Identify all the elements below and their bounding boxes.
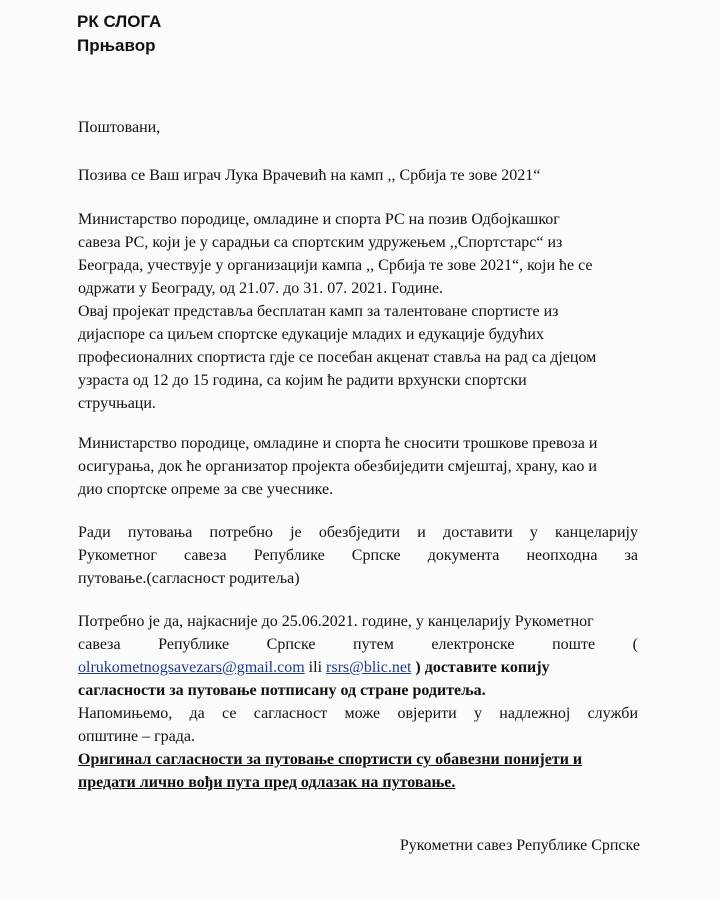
signature: Рукометни савез Републике Српске <box>399 837 640 854</box>
paragraph-line: дио спортске опреме за све учеснике. <box>78 481 334 498</box>
paragraph-line: стручњаци. <box>78 395 156 412</box>
paragraph-line: Рукометног савеза Републике Српске документа неопходна за <box>78 547 638 564</box>
submit-copy-text: ) доставите копију <box>411 659 550 676</box>
or-word: ili <box>304 659 327 676</box>
paragraph-line: Министарство породице, омладине и спорта РС на позив Одбојкашког <box>78 211 560 228</box>
consent-text: сагласности за путовање потписану од стране родитеља. <box>78 682 486 699</box>
paragraph-2 <box>78 432 638 501</box>
club-name: РК СЛОГА <box>77 12 162 31</box>
email-link-1[interactable]: olrukometnogsavezars@gmail.com <box>78 659 305 676</box>
paragraph-line: савеза РС, који је у сарадњи са спортским удружењем ,,Спортстарс“ из <box>78 234 563 251</box>
paragraph-line: Овај пројекат представља бесплатан камп за талентоване спортисте из <box>78 303 559 320</box>
invitation-text: Позива се Ваш играч Лука Врачевић на камп ,, Србија те зове 2021“ <box>78 167 541 184</box>
greeting-text: Поштовани, <box>78 119 161 136</box>
notice-line: Оригинал сагласности за путовање спортисти су обавезни понијети и <box>78 751 583 768</box>
email-link-2[interactable]: rsrs@blic.net <box>326 659 412 676</box>
paragraph-1 <box>78 208 638 415</box>
paragraph-line: дијаспоре са циљем спортске едукације младих и едукације будућих <box>78 326 544 343</box>
club-town: Прњавор <box>77 36 156 55</box>
paragraph-line: савеза Републике Српске путем електронске поште ( <box>78 636 638 653</box>
notice-line: предати лично вођи пута пред одлазак на путовање. <box>78 774 456 791</box>
paragraph-line: Министарство породице, омладине и спорта ће сносити трошкове превоза и <box>78 435 598 452</box>
paragraph-line: осигурања, док ће организатор пројекта обезбиједити смјештај, храну, као и <box>78 458 597 475</box>
paragraph-3 <box>78 521 638 590</box>
invitation <box>78 164 638 187</box>
paragraph-line: општине – града. <box>78 728 196 745</box>
paragraph-line: Ради путовања потребно је обезбједити и доставити у канцеларију <box>78 524 638 541</box>
paragraph-line: професионалних спортиста гдје се посебан акценат ставља на рад са дјецом <box>78 349 597 366</box>
paragraph-line: узраста од 12 до 15 година, са којим ће радити врхунски спортски <box>78 372 527 389</box>
paragraph-line: Напомињемо, да се сагласност може овјерити у надлежној служби <box>78 705 638 722</box>
paragraph-line: путовање.(сагласност родитеља) <box>78 570 300 587</box>
greeting <box>78 116 638 139</box>
paragraph-line: одржати у Београду, од 21.07. до 31. 07. 2021. Године. <box>78 280 444 297</box>
paragraph-line: Београда, учествује у организацији кампа ,, Србија те зове 2021“, који ће се <box>78 257 593 274</box>
paragraph-line: Потребно је да, најкасније до 25.06.2021. године, у канцеларију Рукометног <box>78 613 594 630</box>
email-line <box>78 656 638 679</box>
paragraph-4 <box>78 610 638 794</box>
